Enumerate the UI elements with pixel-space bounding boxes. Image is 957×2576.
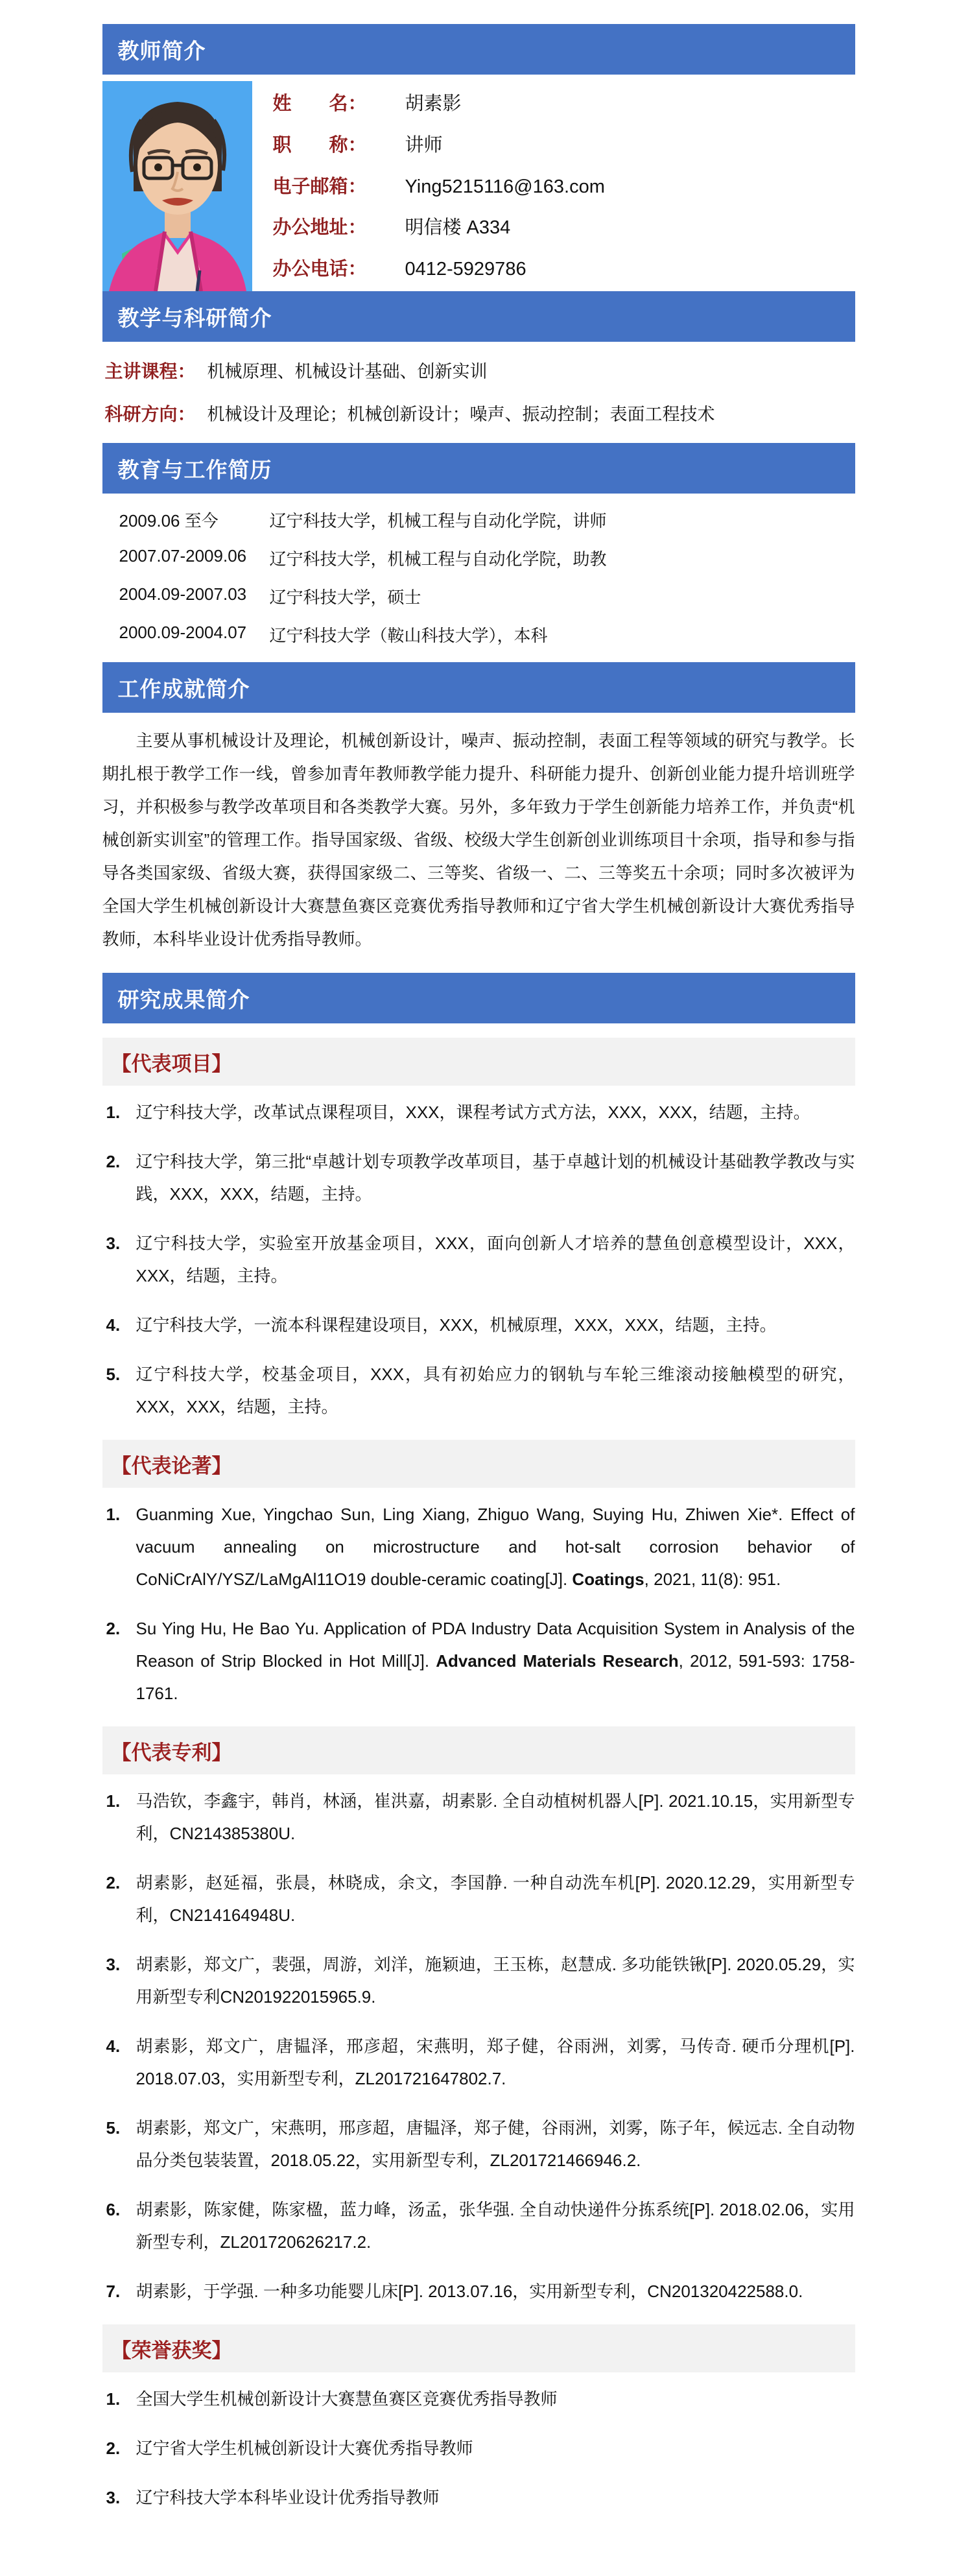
faculty-profile-page <box>102 0 855 2576</box>
section-banner-research-results <box>102 973 855 1023</box>
honor-item <box>102 2383 855 2415</box>
phone-value: 0412-5929786 <box>405 259 526 280</box>
text-segment: 胡素影，郑文广，裴强，周游，刘洋，施颖迪，王玉栋，赵慧成. 多功能铁锹[P]. 2020.05.29，实用新型专利CN201922015965.9. <box>136 1955 855 2007</box>
projects-list <box>102 1096 855 1423</box>
courses-label: 主讲课程： <box>104 361 196 381</box>
subsection-title: 【荣誉获奖】 <box>111 2339 232 2362</box>
patent-item <box>102 2193 855 2258</box>
text-segment: 胡素影，郑文广，唐韫泽，邢彦超，宋燕明，郑子健，谷雨洲，刘雾，马传奇. 硬币分理机[P]. 2018.07.03，实用新型专利，ZL201721647802.7. <box>136 2036 855 2088</box>
patent-item <box>102 2030 855 2095</box>
project-item <box>102 1358 855 1423</box>
research-directions-row <box>105 400 855 426</box>
subsection-header-patents <box>102 1726 855 1774</box>
section-banner-achievements <box>102 662 855 713</box>
subsection-title: 【代表论著】 <box>111 1454 232 1477</box>
title-value: 讲师 <box>405 134 443 156</box>
name-label: 姓 名： <box>272 93 367 114</box>
text-segment: 辽宁省大学生机械创新设计大赛优秀指导教师 <box>136 2439 473 2458</box>
email-value: Ying5215116@163.com <box>405 176 605 197</box>
banner-title: 教育与工作简历 <box>117 457 272 482</box>
subsection-header-honors <box>102 2324 855 2372</box>
text-segment: 辽宁科技大学，一流本科课程建设项目，XXX，机械原理，XXX，XXX，结题，主持。 <box>136 1315 777 1335</box>
profile-info <box>252 81 855 291</box>
timeline-period: 2004.09-2007.03 <box>119 584 247 604</box>
honor-item <box>102 2432 855 2464</box>
patent-item <box>102 2112 855 2176</box>
name-value: 胡素影 <box>405 93 462 114</box>
patents-list <box>102 1785 855 2308</box>
honor-item <box>102 2481 855 2514</box>
office-label: 办公地址： <box>272 217 367 239</box>
paper-item <box>102 1612 855 1710</box>
banner-title: 教师简介 <box>117 38 206 63</box>
subsection-header-projects <box>102 1038 855 1086</box>
subsection-title: 【代表专利】 <box>111 1741 232 1764</box>
text-segment: 胡素影，于学强. 一种多功能婴儿床[P]. 2013.07.16，实用新型专利，CN201320422588.0. <box>136 2282 803 2301</box>
timeline-period: 2007.07-2009.06 <box>119 546 247 566</box>
section-banner-teaching-research <box>102 291 855 342</box>
profile-field-office <box>273 213 855 239</box>
text-segment: 胡素影，赵延福，张晨，林晓成，余文，李国静. 一种自动洗车机[P]. 2020.12.29，实用新型专利，CN214164948U. <box>136 1873 855 1925</box>
research-directions-value: 机械设计及理论；机械创新设计；噪声、振动控制；表面工程技术 <box>207 405 715 424</box>
text-segment: 辽宁科技大学，第三批“卓越计划专项教学改革项目，基于卓越计划的机械设计基础教学教改与实践，XXX，XXX，结题，主持。 <box>136 1152 855 1204</box>
text-segment: 马浩钦，李鑫宇，韩肖，林涵，崔洪嘉，胡素影. 全自动植树机器人[P]. 2021.10.15，实用新型专利，CN214385380U. <box>136 1791 855 1843</box>
paper-item <box>102 1498 855 1595</box>
profile-field-title <box>273 130 855 157</box>
patent-item <box>102 1948 855 2013</box>
text-segment: 辽宁科技大学，改革试点课程项目，XXX，课程考试方式方法，XXX，XXX，结题，主持。 <box>136 1103 810 1122</box>
timeline-row <box>119 623 855 647</box>
teacher-photo-illustration <box>102 81 252 291</box>
text-segment: 胡素影，郑文广，宋燕明，邢彦超，唐韫泽，郑子健，谷雨洲，刘雾，陈子年，候远志. 全自动物品分类包装装置，2018.05.22，实用新型专利，ZL201721466946.2. <box>136 2118 855 2170</box>
timeline-detail: 辽宁科技大学，机械工程与自动化学院，讲师 <box>269 511 607 531</box>
education-career-section <box>119 508 855 647</box>
project-item <box>102 1096 855 1128</box>
achievements-paragraph: 主要从事机械设计及理论，机械创新设计，噪声、振动控制，表面工程等领域的研究与教学。长期扎根于教学工作一线，曾参加青年教师教学能力提升、科研能力提升、创新创业能力提升培训班学习，并积极参与教学改革项目和各类教学大赛。另外，多年致力于学生创新能力培养工作，并负责“机械创新实训室”的管理工作。指导国家级、省级、校级大学生创新创业训练项目十余项，指导和参与指导各类国家级、省级大赛，获得国家级二、三等奖、省级一、二、三等奖五十余项；同时多次被评为全国大学生机械创新设计大赛慧鱼赛区竞赛优秀指导教师和辽宁省大学生机械创新设计大赛优秀指导教师，本科毕业设计优秀指导教师。 <box>102 731 855 949</box>
timeline-period: 2009.06 至今 <box>119 511 219 531</box>
text-segment: Su Ying Hu, He Bao Yu. Application of PDA Industry Data Acquisition System in Analysis of the Reason of Strip Blocked in Hot Mill[J]. <box>136 1619 855 1671</box>
email-label: 电子邮箱： <box>272 176 367 197</box>
honors-list <box>102 2383 855 2514</box>
project-item <box>102 1309 855 1341</box>
project-item <box>102 1145 855 1210</box>
profile-field-phone <box>273 254 855 281</box>
office-value: 明信楼 A334 <box>405 217 511 239</box>
patent-item <box>102 1866 855 1931</box>
teacher-photo <box>102 81 252 291</box>
courses-row <box>105 357 855 383</box>
phone-label: 办公电话： <box>272 259 367 280</box>
timeline-detail: 辽宁科技大学（鞍山科技大学），本科 <box>269 626 548 645</box>
text-segment: 胡素影，陈家健，陈家楹，蓝力峰，汤孟，张华强. 全自动快递件分拣系统[P]. 2018.02.06，实用新型专利，ZL201720626217.2. <box>136 2200 855 2252</box>
patent-item <box>102 2275 855 2308</box>
patent-item <box>102 1785 855 1850</box>
text-segment: 辽宁科技大学，实验室开放基金项目，XXX，面向创新人才培养的慧鱼创意模型设计，XXX，XXX，结题，主持。 <box>136 1234 855 1285</box>
text-segment: 辽宁科技大学本科毕业设计优秀指导教师 <box>136 2488 440 2507</box>
bold-text-segment: Coatings <box>572 1569 644 1589</box>
timeline-period: 2000.09-2004.07 <box>119 623 247 642</box>
subsection-header-papers <box>102 1440 855 1488</box>
section-banner-education-career <box>102 443 855 494</box>
papers-list <box>102 1498 855 1710</box>
text-segment: , 2012, 591-593: 1758-1761. <box>136 1651 855 1703</box>
section-banner-teacher-profile <box>102 24 855 75</box>
banner-title: 研究成果简介 <box>117 987 250 1012</box>
text-segment: , 2021, 11(8): 951. <box>644 1569 781 1589</box>
profile-section <box>102 81 855 291</box>
timeline-row <box>119 546 855 570</box>
courses-value: 机械原理、机械设计基础、创新实训 <box>207 362 488 381</box>
banner-title: 教学与科研简介 <box>117 305 272 330</box>
banner-title: 工作成就简介 <box>117 676 250 701</box>
subsection-title: 【代表项目】 <box>111 1052 232 1075</box>
title-label: 职 称： <box>272 134 367 156</box>
timeline-detail: 辽宁科技大学，机械工程与自动化学院，助教 <box>269 549 607 569</box>
timeline-row <box>119 584 855 608</box>
project-item <box>102 1227 855 1292</box>
bold-text-segment: Advanced Materials Research <box>436 1651 679 1671</box>
text-segment: Guanming Xue, Yingchao Sun, Ling Xiang, Zhiguo Wang, Suying Hu, Zhiwen Xie*. Effect of vacuum annealing on microstructure and hot-salt corrosion behavior of CoNiCrAlY/YSZ/LaMgAl11O19 double-ceramic coating[J]. <box>136 1505 855 1589</box>
text-segment: 全国大学生机械创新设计大赛慧鱼赛区竞赛优秀指导教师 <box>136 2389 558 2409</box>
profile-field-name <box>273 89 855 115</box>
timeline-row <box>119 508 855 532</box>
timeline-detail: 辽宁科技大学，硕士 <box>269 588 421 607</box>
research-directions-label: 科研方向： <box>104 404 196 424</box>
text-segment: 辽宁科技大学，校基金项目，XXX，具有初始应力的钢轨与车轮三维滚动接触模型的研究，XXX，XXX，结题，主持。 <box>136 1365 855 1416</box>
teaching-research-section <box>105 357 855 426</box>
profile-field-email <box>273 172 855 198</box>
